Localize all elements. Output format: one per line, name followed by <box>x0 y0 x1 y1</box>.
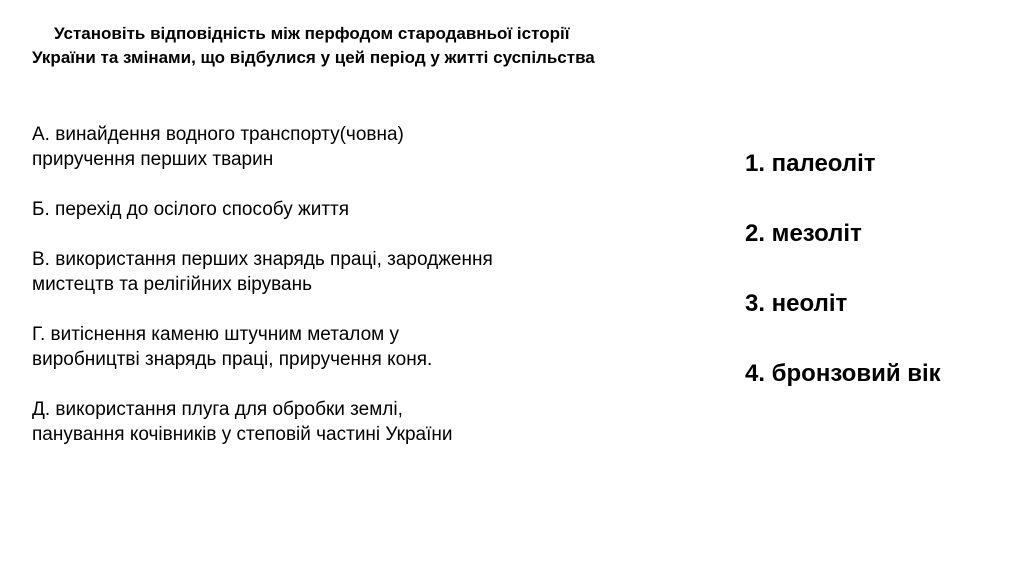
change-item-line: мистецтв та релігійних вірувань <box>32 274 312 295</box>
change-item-line: виробництві знарядь праці, приручення коня. <box>32 349 433 370</box>
change-item-line: Д. використання плуга для обробки землі, <box>32 399 403 420</box>
period-paleolithic: 1. палеоліт <box>745 150 876 177</box>
change-item-h <box>32 322 672 372</box>
change-item-a <box>32 122 672 172</box>
period-neolithic: 3. неоліт <box>745 290 848 317</box>
change-item-v <box>32 247 672 297</box>
title-line: Установіть відповідність між перфодом стародавньої історії <box>54 24 570 43</box>
change-item-d <box>32 397 672 447</box>
change-item-line: панування кочівників у степовій частині України <box>32 424 453 445</box>
periods-list <box>745 148 1005 428</box>
period-bronze-age: 4. бронзовий вік <box>745 360 941 387</box>
change-item-line: Г. витіснення каменю штучним металом у <box>32 324 399 345</box>
title-line: України та змінами, що відбулися у цей період у житті суспільства <box>32 48 595 67</box>
change-item-b <box>32 197 672 222</box>
slide-title <box>32 22 772 70</box>
change-item-line: В. використання перших знарядь праці, зародження <box>32 249 493 270</box>
changes-list <box>32 122 672 472</box>
change-item-line: А. винайдення водного транспорту(човна) <box>32 124 404 145</box>
change-item-line: приручення перших тварин <box>32 149 274 170</box>
period-mesolithic: 2. мезоліт <box>745 220 862 247</box>
change-item-line: Б. перехід до осілого способу життя <box>32 199 350 220</box>
